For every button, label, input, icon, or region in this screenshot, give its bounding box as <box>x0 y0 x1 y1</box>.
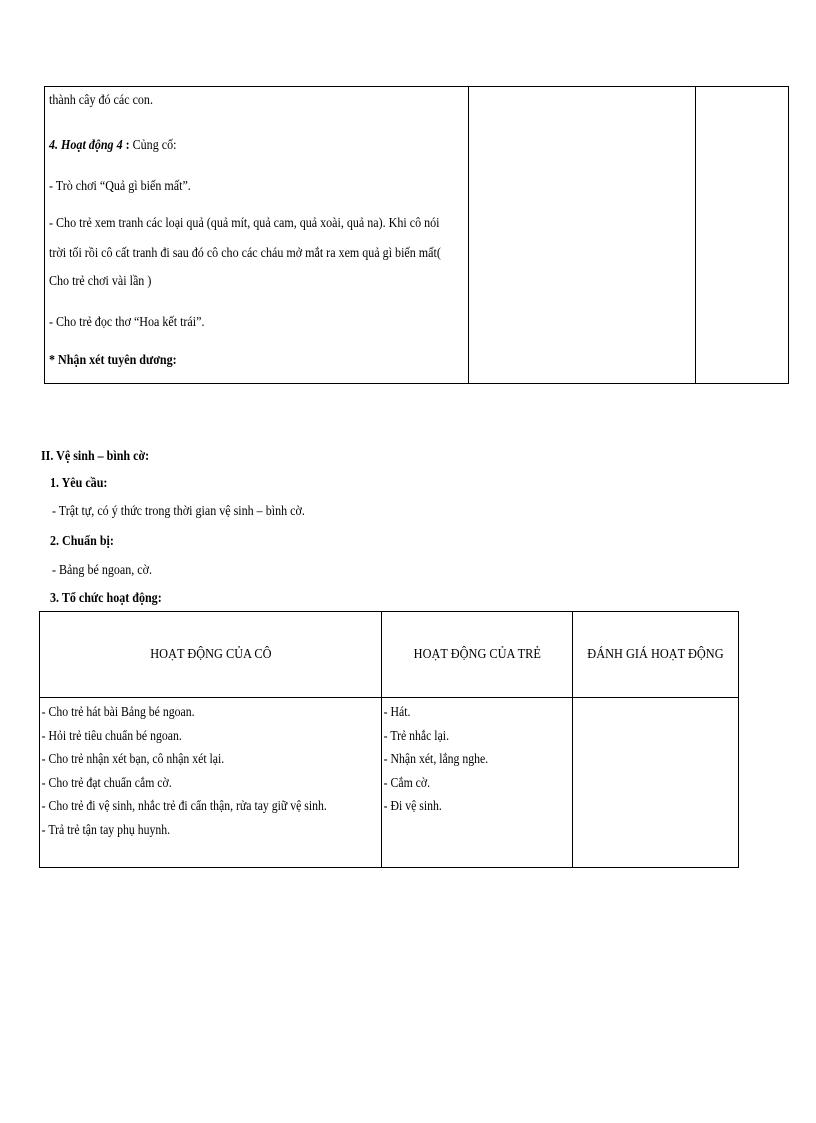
continued-text: thành cây đó các con. <box>49 93 153 108</box>
list-item: - Trẻ nhắc lại. <box>384 728 450 744</box>
activity-4-heading: 4. Hoạt động 4 : Củng cố: <box>49 138 177 153</box>
list-item: - Cho trẻ đi vệ sinh, nhắc trẻ đi cẩn thận, rửa tay giữ vệ sinh. <box>41 799 327 814</box>
description-line-3: Cho trẻ chơi vài lần ) <box>49 274 152 289</box>
list-item: - Đi vệ sinh. <box>384 799 443 814</box>
lesson-content-cell <box>45 87 469 384</box>
lesson-plan-table <box>44 86 789 384</box>
list-item: - Nhận xét, lắng nghe. <box>384 752 489 767</box>
list-item: - Hát. <box>384 705 411 720</box>
praise-line: * Nhận xét tuyên dương: <box>49 353 177 368</box>
list-item: - Cắm cờ. <box>384 775 431 791</box>
section-title: II. Vệ sinh – bình cờ: <box>41 449 150 464</box>
poem-line: - Cho trẻ đọc thơ “Hoa kết trái”. <box>49 315 205 330</box>
game-line: - Trò chơi “Quả gì biến mất”. <box>49 179 191 194</box>
list-item: - Cho trẻ đạt chuẩn cắm cờ. <box>41 775 172 791</box>
header-teacher: HOẠT ĐỘNG CỦA CÔ <box>40 612 382 698</box>
description-line-1: - Cho trẻ xem tranh các loại quả (quả mít, quả cam, quả xoài, quả na). Khi cô nói <box>49 216 440 231</box>
header-evaluation: ĐÁNH GIÁ HOẠT ĐỘNG <box>573 612 739 698</box>
requirement-text: - Trật tự, có ý thức trong thời gian vệ sinh – bình cờ. <box>52 504 305 519</box>
list-item: - Hỏi trẻ tiêu chuẩn bé ngoan. <box>41 728 182 744</box>
organization-title: 3. Tổ chức hoạt động: <box>50 591 162 606</box>
preparation-text: - Bảng bé ngoan, cờ. <box>52 563 152 578</box>
list-item: - Cho trẻ hát bài Bảng bé ngoan. <box>41 705 195 720</box>
evaluation-column <box>573 698 739 868</box>
activity-table <box>39 611 739 868</box>
children-activities <box>382 698 573 868</box>
preparation-title: 2. Chuẩn bị: <box>50 534 114 549</box>
teacher-activities <box>40 698 382 868</box>
description-line-2: trời tối rồi cô cất tranh đi sau đó cô cho các cháu mở mắt ra xem quả gì biến mất( <box>49 246 441 261</box>
children-activity-cell <box>469 87 696 384</box>
list-item: - Cho trẻ nhận xét bạn, cô nhận xét lại. <box>41 752 225 767</box>
evaluation-cell <box>696 87 789 384</box>
header-children: HOẠT ĐỘNG CỦA TRẺ <box>382 612 573 698</box>
requirement-title: 1. Yêu cầu: <box>50 476 108 491</box>
list-item: - Trả trẻ tận tay phụ huynh. <box>41 822 171 838</box>
